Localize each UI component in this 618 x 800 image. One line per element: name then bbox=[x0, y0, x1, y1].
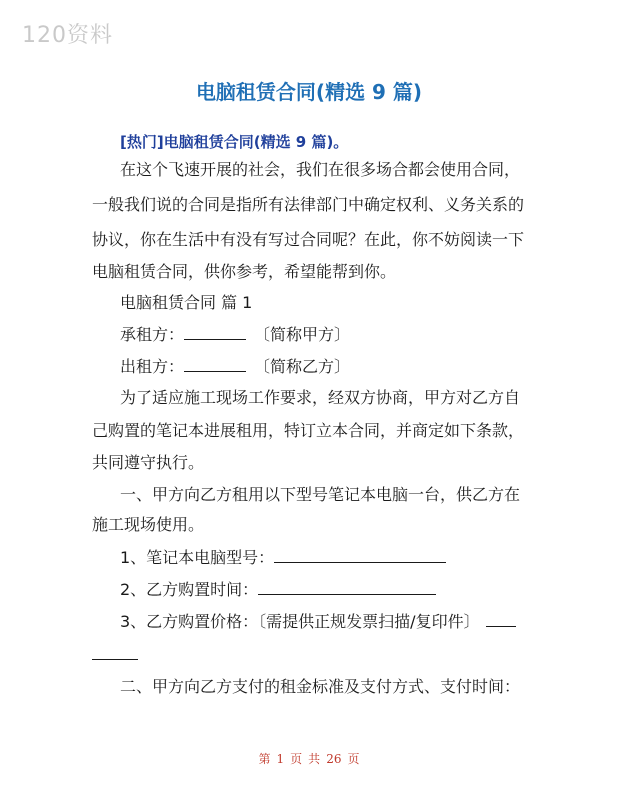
intro-line-4: 电脑租赁合同，供你参考，希望能帮到你。 bbox=[92, 262, 397, 281]
intro-line-3: 协议，你在生活中有没有写过合同呢？在此，你不妨阅读一下 bbox=[92, 230, 525, 249]
document-title: 电脑租赁合同(精选 9 篇) bbox=[195, 80, 423, 104]
item3-label: 3、乙方购置价格：〔需提供正规发票扫描/复印件〕 bbox=[120, 612, 480, 631]
item3-blank bbox=[486, 612, 516, 627]
lessee-blank bbox=[184, 357, 246, 372]
lessor-line bbox=[120, 325, 350, 345]
purpose-line-1: 为了适应施工现场工作要求，经双方协商，甲方对乙方自 bbox=[120, 388, 521, 407]
item1-label: 1、笔记本电脑型号： bbox=[120, 548, 275, 567]
footer-page-number: 1 bbox=[276, 752, 285, 766]
item2-blank bbox=[258, 580, 436, 595]
section-title: 电脑租赁合同 篇 1 bbox=[120, 293, 253, 312]
footer-page-unit: 页 bbox=[290, 752, 303, 766]
clause1-line-1: 一、甲方向乙方租用以下型号笔记本电脑一台，供乙方在 bbox=[120, 485, 521, 504]
lessor-note: 〔简称甲方〕 bbox=[254, 325, 351, 344]
lessee-note: 〔简称乙方〕 bbox=[254, 357, 351, 376]
lessor-blank bbox=[184, 325, 246, 340]
lessor-label: 承租方： bbox=[120, 325, 185, 344]
document-subtitle: [热门]电脑租赁合同(精选 9 篇)。 bbox=[120, 133, 349, 151]
lessee-line bbox=[120, 357, 350, 377]
intro-line-2: 一般我们说的合同是指所有法律部门中确定权利、义务关系的 bbox=[92, 195, 525, 214]
footer-total-number: 26 bbox=[326, 752, 342, 766]
footer-page-word: 第 bbox=[258, 752, 271, 766]
page-footer bbox=[0, 750, 618, 767]
footer-total-word: 共 bbox=[308, 752, 321, 766]
clause1-line-2: 施工现场使用。 bbox=[92, 515, 205, 534]
item3-line bbox=[120, 612, 516, 632]
item3-blank-cont bbox=[92, 645, 138, 660]
watermark: 120资料 bbox=[22, 23, 113, 48]
intro-line-1: 在这个飞速开展的社会，我们在很多场合都会使用合同， bbox=[120, 160, 521, 179]
item1-line bbox=[120, 548, 446, 568]
item3-continuation bbox=[92, 645, 138, 665]
footer-total-unit: 页 bbox=[347, 752, 360, 766]
clause2-line: 二、甲方向乙方支付的租金标准及支付方式、支付时间： bbox=[120, 677, 521, 696]
item2-line bbox=[120, 580, 436, 600]
item2-label: 2、乙方购置时间： bbox=[120, 580, 259, 599]
purpose-line-2: 己购置的笔记本进展租用，特订立本合同，并商定如下条款， bbox=[92, 421, 525, 440]
lessee-label: 出租方： bbox=[120, 357, 185, 376]
item1-blank bbox=[274, 548, 446, 563]
purpose-line-3: 共同遵守执行。 bbox=[92, 453, 205, 472]
